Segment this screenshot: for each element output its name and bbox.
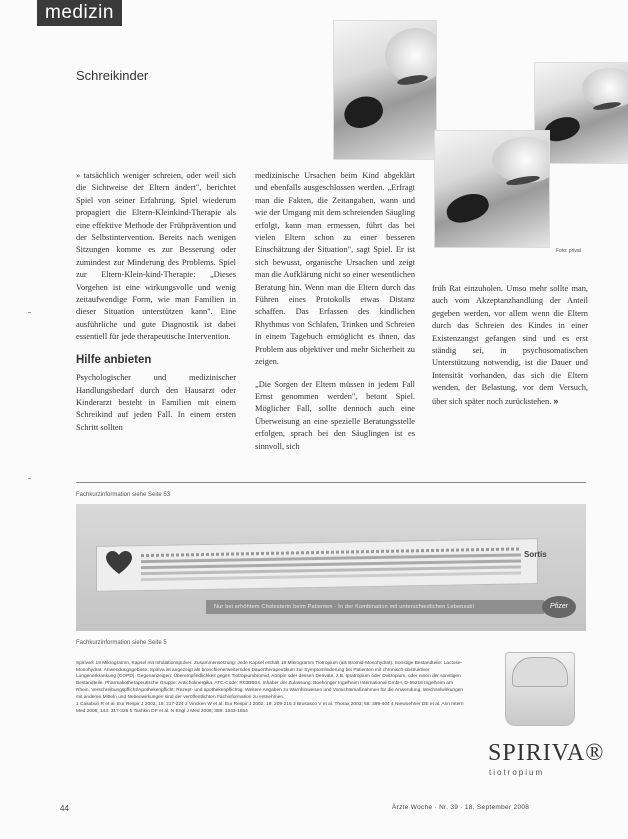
fine-print bbox=[76, 661, 466, 717]
ad-label: Fachkurzinformation siehe Seite 53 bbox=[76, 492, 171, 498]
article-paragraph: Psychologischer und medizinischer Handlungsbedarf durch den Hausarzt oder Kinderarzt besteht in Familien mit einem Schreikind auf jeden Fall. In einem ersten Schritt sollten bbox=[76, 373, 236, 432]
spiriva-logo: SPIRIVA® bbox=[488, 740, 605, 766]
sortis-ad bbox=[76, 504, 586, 631]
article-column-1 bbox=[76, 170, 236, 434]
fine-print-paragraph: Spiriva® 18 Mikrogramm, Kapsel mit Inhalationspulver. Zusammensetzung: Jede Kapsel enthält 18 Mikrogramm Tiotropium (als Bromid-Monohydrat). Sonstige Bestandteile: Lactose-Monohydrat. Anwendungsgebiete: Spiriva ist angezeigt als bronchienerweiterndes Dauertherapeutikum zur Symptomlinderung bei Patienten mit chronisch-obstruktiver Lungenerkrankung (COPD). Gegenanzeigen: Überempfindlichkeit gegen Tiotropiumbromid, Atropin oder dessen Derivate, z.B. Ipratropium oder Oxitropium, oder einen der sonstigen Bestandteile. Pharmakotherapeutische Gruppe: Anticholinergika. ATC-Code: R03BB04. Inhaber der Zulassung: Boehringer Ingelheim International GmbH, D-55216 Ingelheim am Rhein. Verschreibungspflicht/Apothekenpflicht: Rezept- und apothekenpflichtig. Weitere Angaben zu Warnhinweisen und Vorsichtsmaßnahmen für die Anwendung, Wechselwirkungen mit anderen Mitteln und Nebenwirkungen sind der veröffentlichten Fachinformation zu entnehmen. bbox=[76, 661, 464, 700]
journal-footer: Ärzte Woche · Nr. 39 · 18. September 2008 bbox=[392, 804, 530, 811]
article-paragraph: „Die Sorgen der Eltern müssen in jedem Fall Ernst genommen werden", betont Spiel. Möglicher Fall, sollte dennoch auch eine Überweisung an eine spezielle Beratungsstelle erfolgen, sprach bei den Säuglingen ist es sinnvoll, sich bbox=[255, 379, 415, 451]
article-column-2 bbox=[255, 170, 415, 453]
margin-tick bbox=[28, 312, 31, 313]
spiriva-subtitle: tiotropium bbox=[489, 768, 545, 777]
section-tab: medizin bbox=[37, 0, 122, 26]
article-paragraph: » tatsächlich weniger schreien, oder weil sich die Sichtweise der Eltern ändert", berichtet Spiel von seiner Erfahrung. Spiel wiederum propagiert die Eltern-Kleinkind-Therapie als eine effektive Methode der Frühprävention und der Selbstintervention. Bereits nach wenigen Sitzungen komme es zur Besserung oder zumindest zur Minderung des Problems. Spiel zur Eltern-Klein-kind-Therapie: „Dieses Vorgehen ist eine wirkungsvolle und wenig zeitaufwendige Form, wie man Familien in dieser Situation unterstützen kann". Eine ausführliche und gute Diagnostik ist dabei essentiell für jede therapeutische Intervention. bbox=[76, 171, 236, 342]
baby-photo-1 bbox=[333, 20, 437, 160]
article-paragraph: früh Rat einzuholen. Umso mehr sollte man, auch vom Akzeptanzhandlung der Anteil gegeben werden, vor allem wenn die Eltern durch das Schreien des Kindes in einer Existenzangst gefangen sind und es erst ständig sei, in psychosomatischen Unterstützung notwendig, ist die Dauer und Intensität vorhanden, das sich die Eltern wenden, der Belastung, vor dem Versuch, über sich später noch zurückstehen. bbox=[432, 284, 588, 406]
margin-tick bbox=[28, 478, 31, 479]
ad-slogan-bar: Nur bei erhöhtem Cholesterin beim Patienten · In der Kombination mit unterschiedlichen Lebensstil bbox=[206, 600, 544, 614]
heart-icon bbox=[106, 551, 132, 575]
pfizer-logo: Pfizer bbox=[542, 596, 576, 618]
ad-strip bbox=[96, 538, 538, 592]
photo-caption: Foto: privat bbox=[556, 248, 582, 254]
fine-print-references: 1 Casaburi R et al. Eur Respir J 2002; 19: 217-224 2 Vincken W et al. Eur Respir J 2002; 19: 209-216 3 Brusasco V et al. Thorax 2003; 58: 399-404 4 Niewoehner DE et al. Ann Intern Med 2005; 143: 317-326 5 Tashkin DP et al. N Engl J Med 2008; 359: 1543-1554 bbox=[76, 702, 464, 714]
baby-photo-3 bbox=[434, 130, 550, 248]
page-title: Schreikinder bbox=[76, 68, 149, 83]
inhaler-device-image bbox=[505, 652, 575, 726]
sortis-logo: Sortis bbox=[524, 550, 547, 559]
divider bbox=[76, 482, 586, 483]
article-column-3 bbox=[432, 283, 588, 408]
article-paragraph: medizinische Ursachen beim Kind abgeklärt und ebenfalls ausgeschlossen werden. „Erfragt man die Fakten, die Zeitangaben, wann und wie der Umgang mit dem schreienden Säugling erfolgt, kann man ermessen, führt das bei vielen Eltern schon zu einer besseren Einschätzung der Situation", sagt Spiel. Er ist sich bewusst, organische Ursachen und zeigt man die Aufklärung nicht so einer wesentlichen Beratung hin. Wenn man die Eltern durch das Führen eines Protokolls etwas Distanz schaffen. Das Erfassen des kindlichen Rhythmus von Schlafen, Trinken und Schreien in einem Tagebuch ermöglicht es ihnen, das Problem aus objektiver und mehr Sicherheit zu zeigen. bbox=[255, 171, 416, 367]
page-number: 44 bbox=[60, 804, 69, 813]
subheading: Hilfe anbieten bbox=[76, 353, 152, 366]
end-mark: » bbox=[553, 395, 559, 406]
ad-label: Fachkurzinformation siehe Seite 5 bbox=[76, 640, 167, 646]
